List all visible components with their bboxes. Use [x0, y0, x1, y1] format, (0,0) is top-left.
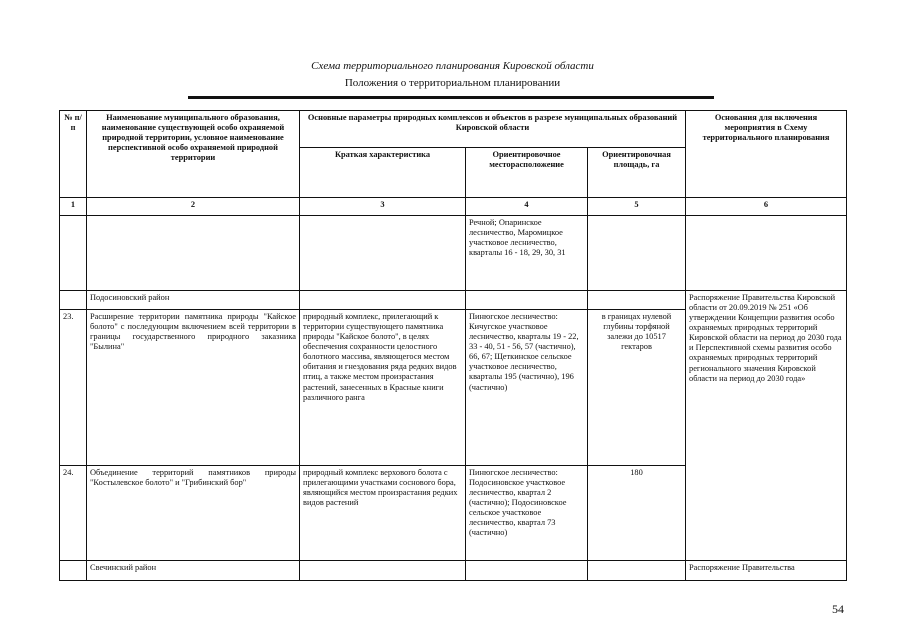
district-row: [60, 561, 847, 581]
continuation-row: [60, 216, 847, 291]
header-rule: [188, 96, 714, 99]
header-area: Ориентировочная площадь, га: [588, 148, 686, 198]
basis-text: Распоряжение Правительства: [686, 561, 847, 581]
document-subtitle: Положения о территориальном планировании: [344, 77, 561, 89]
column-number: 1: [60, 198, 87, 216]
column-number: 5: [588, 198, 686, 216]
header-name: Наименование муниципального образования, наименование существующей особо охраняемой природной территории, условное наименование перспективной особо охраняемой природной территории: [87, 111, 300, 198]
header-location: Ориентировочное месторасположение: [466, 148, 588, 198]
row-area: 180: [588, 466, 686, 561]
row-area: в границах нулевой глубины торфяной залежи до 10517 гектаров: [588, 310, 686, 466]
page-number: 54: [832, 602, 844, 616]
row-location: Пинюгское лесничество: Подосиновское участковое лесничество, квартал 2 (частично); Подосиновское сельское участковое лесничество, квартал 73 (частично): [466, 466, 588, 561]
row-name: Расширение территории памятника природы "Кайское болото" с последующим включением всей территории в границы государственного природного заказника "Былина": [87, 310, 300, 466]
column-numbers-row: [60, 198, 847, 216]
header-no: № п/п: [60, 111, 87, 198]
continuation-location: Речной; Опаринское лесничество, Маромицкое участковое лесничество, кварталы 16 - 18, 29, 30, 31: [466, 216, 588, 291]
row-brief: природный комплекс, прилегающий к территории существующего памятника природы "Кайское болото", в целях обеспечения сохранности целостного болотного массива, являющегося местом обитания и гнездования ряда редких видов птиц, а также местом произрастания растений, занесенных в Красные книги различного ранга: [300, 310, 466, 466]
document-title: Схема территориального планирования Кировской области: [311, 60, 594, 72]
row-name: Объединение территорий памятников природы "Костылевское болото" и "Грибинский бор": [87, 466, 300, 561]
row-number: 23.: [60, 310, 87, 466]
row-number: 24.: [60, 466, 87, 561]
header-basis: Основания для включения мероприятия в Схему территориального планирования: [686, 111, 847, 198]
header-params: Основные параметры природных комплексов и объектов в разрезе муниципальных образований Кировской области: [300, 111, 686, 148]
column-number: 4: [466, 198, 588, 216]
column-number: 3: [300, 198, 466, 216]
district-row: [60, 291, 847, 310]
row-location: Пинюгское лесничество: Кичугское участковое лесничество, кварталы 19 - 22, 33 - 40, 51 - 56, 57 (частично), 66, 67; Щеткинское сельское участковое лесничество, кварталы 195 (частично), 196 (частично): [466, 310, 588, 466]
column-number: 2: [87, 198, 300, 216]
basis-text: Распоряжение Правительства Кировской области от 20.09.2019 № 251 «Об утверждении Концепции развития особо охраняемых природных территорий Кировской области на период до 2030 года и Перспективной схемы развития особо охраняемых природных территорий регионального значения Кировской области на период до 2030 года»: [686, 291, 847, 561]
planning-table: [59, 110, 847, 581]
column-number: 6: [686, 198, 847, 216]
district-name: Свечинский район: [87, 561, 300, 581]
row-brief: природный комплекс верхового болота с прилегающими участками соснового бора, являющийся местом произрастания редких видов растений: [300, 466, 466, 561]
header-brief: Краткая характеристика: [300, 148, 466, 198]
district-name: Подосиновский район: [87, 291, 300, 310]
